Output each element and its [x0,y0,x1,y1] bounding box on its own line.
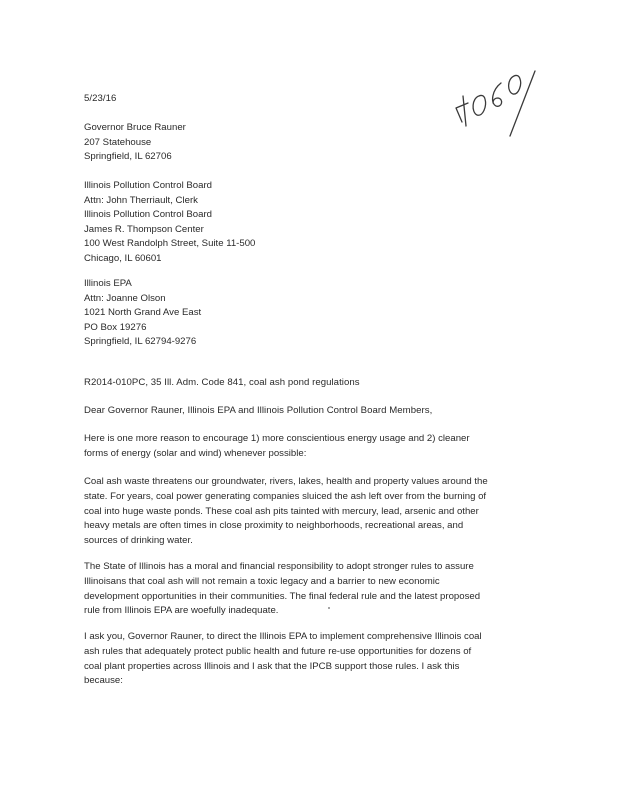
address-line: 207 Statehouse [84,136,152,148]
address-line: Chicago, IL 60601 [84,252,162,264]
letter-date: 5/23/16 [84,93,117,104]
address-line: Illinois Pollution Control Board [84,209,212,220]
paragraph-line: forms of energy (solar and wind) whenever possible: [84,447,307,459]
paragraph-line: I ask you, Governor Rauner, to direct the Illinois EPA to implement comprehensive Illinois coal [84,631,482,642]
paragraph-line: coal plant properties across Illinois and I ask that the IPCB support those rules. I ask this [84,660,460,672]
paragraph-line: coal into huge waste ponds. These coal ash pits tainted with mercury, lead, arsenic and other [84,505,479,517]
body-paragraph [84,560,534,619]
salutation: Dear Governor Rauner, Illinois EPA and Illinois Pollution Control Board Members, [84,405,433,416]
address-line: Attn: John Therriault, Clerk [84,194,198,206]
address-line: PO Box 19276 [84,321,147,333]
recipient-pollution-control-board [84,179,255,266]
paragraph-line: Here is one more reason to encourage 1) more conscientious energy usage and 2) cleaner [84,433,470,444]
address-line: 1021 North Grand Ave East [84,307,202,318]
paragraph-line: Illinoisans that coal ash will not remain a toxic legacy and a barrier to new economic [84,575,440,587]
address-line: Attn: Joanne Olson [84,292,166,304]
address-line: 100 West Randolph Street, Suite 11-500 [84,238,256,249]
paragraph-line: Coal ash waste threatens our groundwater, rivers, lakes, health and property values around the [84,476,488,487]
address-line: Illinois EPA [84,278,132,289]
paragraph-line: rule from Illinois EPA are woefully inadequate. [84,605,279,617]
handwritten-number-drawing [452,70,537,142]
paragraph-line: because: [84,675,123,687]
recipient-illinois-epa [84,277,201,350]
scan-speck [328,607,330,609]
address-line: Governor Bruce Rauner [84,122,186,133]
address-line: Springfield, IL 62706 [84,151,172,162]
recipient-governor [84,121,186,165]
address-line: James R. Thompson Center [84,223,204,235]
paragraph-line: The State of Illinois has a moral and financial responsibility to adopt stronger rules to assure [84,561,474,572]
address-line: Springfield, IL 62794-9276 [84,336,197,347]
paragraph-line: development opportunities in their communities. The final federal rule and the latest proposed [84,590,481,602]
handwritten-number-annotation [452,70,537,142]
paragraph-line: state. For years, coal power generating companies sluiced the ash left over from the burning of [84,490,487,502]
body-paragraph [84,475,534,549]
paragraph-line: ash rules that adequately protect public health and future re-use opportunities for dozens of [84,645,472,657]
paragraph-line: sources of drinking water. [84,535,193,547]
paragraph-line: heavy metals are often times in close proximity to neighborhoods, recreational areas, and [84,520,464,532]
address-line: Illinois Pollution Control Board [84,180,212,191]
body-paragraph [84,432,534,462]
body-paragraph [84,630,534,689]
subject-line: R2014-010PC, 35 Ill. Adm. Code 841, coal ash pond regulations [84,377,360,388]
